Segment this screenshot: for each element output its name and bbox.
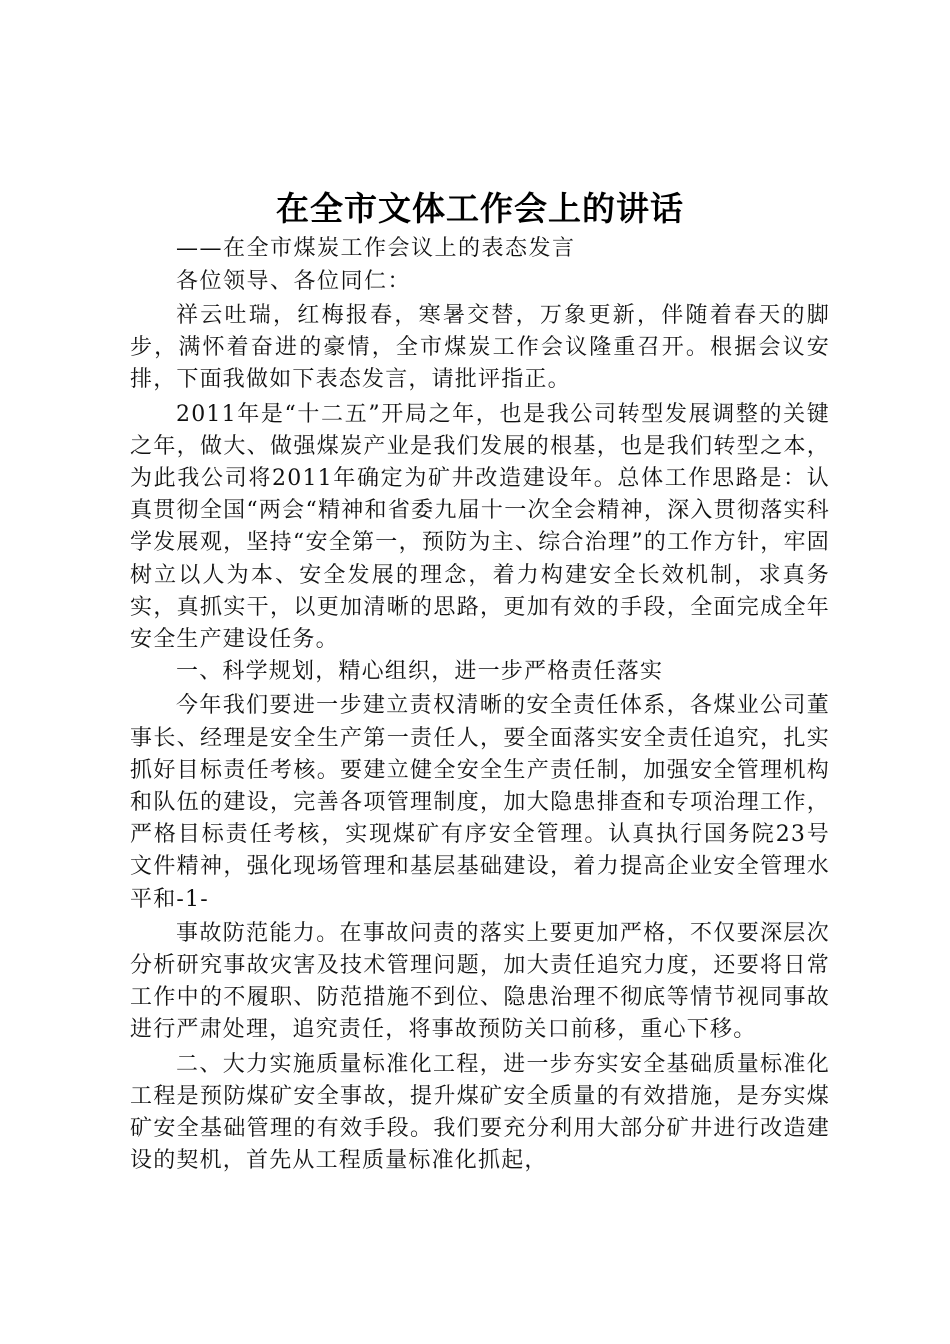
paragraph-opening: 祥云吐瑞，红梅报春，寒暑交替，万象更新，伴随着春天的脚步，满怀着奋进的豪情，全市煤炭工作会议隆重召开。根据会议安排，下面我做如下表态发言，请批评指正。 bbox=[130, 303, 830, 393]
section-heading-1: 一、科学规划，精心组织，进一步严格责任落实 bbox=[176, 659, 664, 685]
paragraph-work-plan: 2011年是“十二五”开局之年，也是我公司转型发展调整的关键之年，做大、做强煤炭产业是我们发展的根基，也是我们转型之本，为此我公司将2011年确定为矿井改造建设年。总体工作思路是：认真贯彻全国“两会“精神和省委九届十一次全会精神，深入贯彻落实科学发展观，坚持“安全第一，预防为主、综合治理”的工作方针，牢固树立以人为本、安全发展的理念，着力构建安全长效机制，求真务实，真抓实干，以更加清晰的思路，更加有效的手段，全面完成全年安全生产建设任务。 bbox=[130, 401, 830, 653]
paragraph-quality-standard: 二、大力实施质量标准化工程，进一步夯实安全基础质量标准化工程是预防煤矿安全事故，提升煤矿安全质量的有效措施，是夯实煤矿安全基础管理的有效手段。我们要充分利用大部分矿井进行改造建设的契机，首先从工程质量标准化抓起， bbox=[130, 1051, 830, 1174]
paragraph-accident-prevention: 事故防范能力。在事故问责的落实上要更加严格，不仅要深层次分析研究事故灾害及技术管理问题，加大责任追究力度，还要将日常工作中的不履职、防范措施不到位、隐患治理不彻底等情节视同事故进行严肃处理，追究责任，将事故预防关口前移，重心下移。 bbox=[130, 920, 830, 1043]
document-subtitle: ——在全市煤炭工作会议上的表态发言 bbox=[176, 236, 576, 261]
paragraph-responsibility: 今年我们要进一步建立责权清晰的安全责任体系，各煤业公司董事长、经理是安全生产第一责任人，要全面落实安全责任追究，扎实抓好目标责任考核。要建立健全安全生产责任制，加强安全管理机构和队伍的建设，完善各项管理制度，加大隐患排查和专项治理工作，严格目标责任考核，实现煤矿有序安全管理。认真执行国务院23号文件精神，强化现场管理和基层基础建设，着力提高企业安全管理水平和-1- bbox=[130, 693, 830, 912]
document-page bbox=[130, 0, 830, 1177]
salutation: 各位领导、各位同仁： bbox=[176, 269, 412, 294]
document-title: 在全市文体工作会上的讲话 bbox=[276, 189, 684, 228]
